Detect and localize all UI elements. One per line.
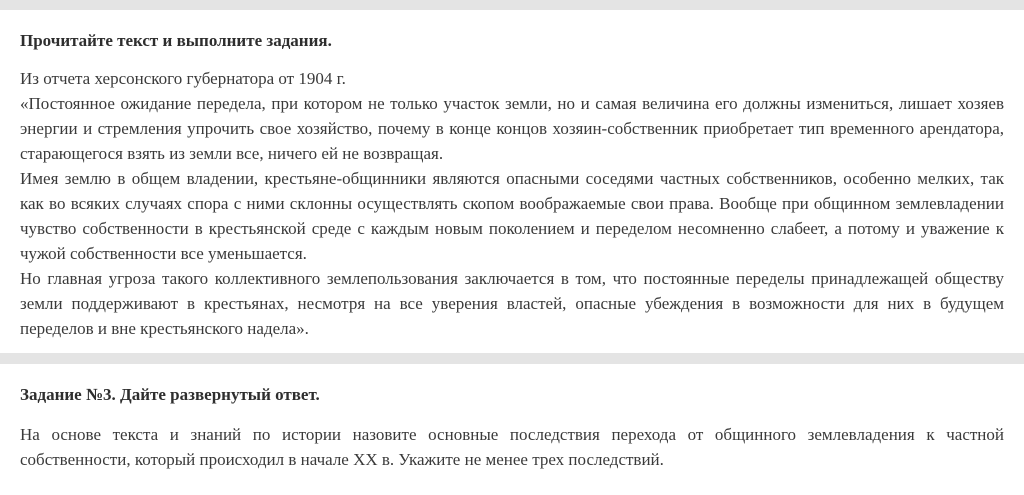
section-divider [0,353,1024,364]
text-paragraph-2: Имея землю в общем владении, крестьяне-общинники являются опасными соседями частных собственников, особенно мелких, так как во всяких случаях спора с ними склонны осуществлять скопом воображаемые свои права. Вообще при общинном землевладении чувство собственности в крестьянской среде с каждым новым поколением и переделом несомненно слабеет, а потому и уважение к чужой собственности все уменьшается. [20,169,1004,263]
task-heading: Задание №3. Дайте развернутый ответ. [20,385,320,404]
reading-section [0,10,1024,353]
task-text: На основе текста и знаний по истории назовите основные последствия перехода от общинного землевладения к частной собственности, который происходил в начале XX в. Укажите не менее трех последствий. [20,425,1004,469]
task-section [0,364,1024,495]
top-divider [0,0,1024,10]
text-paragraph-1: «Постоянное ожидание передела, при котором не только участок земли, но и самая величина его должны измениться, лишает хозяев энергии и стремления упрочить свое хозяйство, почему в конце концов хозяин-собственник приобретает тип временного арендатора, старающегося взять из земли все, ничего ей не возвращая. [20,94,1004,163]
source-line: Из отчета херсонского губернатора от 1904 г. [20,69,346,88]
reading-heading: Прочитайте текст и выполните задания. [20,31,332,50]
text-paragraph-3: Но главная угроза такого коллективного землепользования заключается в том, что постоянные переделы принадлежащей обществу земли поддерживают в крестьянах, несмотря на все уверения властей, опасные убеждения в возможности для них в будущем переделов и вне крестьянского надела». [20,269,1004,338]
